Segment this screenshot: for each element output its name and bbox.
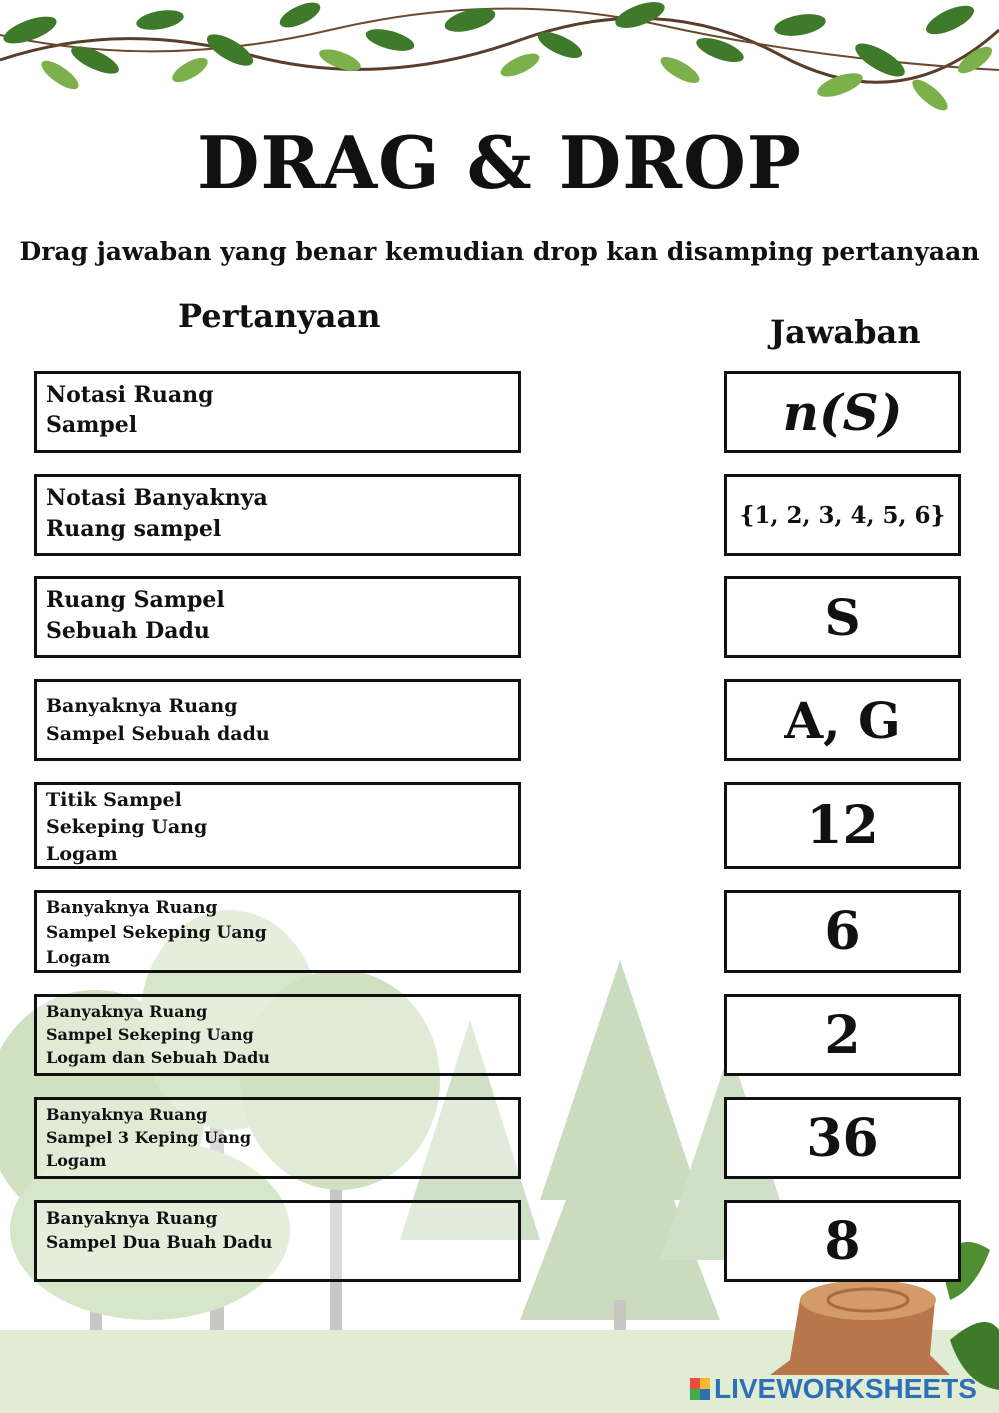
answer-tile-5[interactable] <box>724 782 961 869</box>
question-line: Logam dan Sebuah Dadu <box>46 1048 270 1067</box>
question-line: Logam <box>46 948 111 968</box>
answer-text: A, G <box>784 690 901 750</box>
question-box-2[interactable] <box>34 474 521 556</box>
question-box-6[interactable] <box>34 890 521 973</box>
question-line: Banyaknya Ruang <box>46 695 238 717</box>
questions-header: Pertanyaan <box>178 297 381 335</box>
answer-tile-8[interactable] <box>724 1097 961 1179</box>
question-box-5[interactable] <box>34 782 521 869</box>
question-box-7[interactable] <box>34 994 521 1076</box>
liveworksheets-logo[interactable] <box>690 1374 977 1404</box>
question-line: Logam <box>46 843 118 865</box>
answer-text: 2 <box>824 1004 861 1066</box>
liveworksheets-mark-icon <box>690 1378 710 1400</box>
question-line: Sebuah Dadu <box>46 618 210 644</box>
answer-tile-1[interactable] <box>724 371 961 453</box>
answer-text: S <box>824 587 861 647</box>
question-line: Titik Sampel <box>46 789 182 811</box>
question-box-1[interactable] <box>34 371 521 453</box>
answer-tile-4[interactable] <box>724 679 961 761</box>
page-title: DRAG & DROP <box>197 120 802 205</box>
question-box-4[interactable] <box>34 679 521 761</box>
answer-text: {1, 2, 3, 4, 5, 6} <box>739 501 946 529</box>
answer-text: 36 <box>806 1107 879 1169</box>
answer-text: 6 <box>824 901 861 962</box>
question-line: Ruang Sampel <box>46 587 225 613</box>
question-line: Ruang sampel <box>46 516 222 542</box>
answer-text: n(S) <box>782 382 903 442</box>
question-line: Notasi Ruang <box>46 382 214 408</box>
answer-tile-7[interactable] <box>724 994 961 1076</box>
question-line: Banyaknya Ruang <box>46 898 218 918</box>
question-line: Sampel <box>46 412 138 438</box>
answer-tile-3[interactable] <box>724 576 961 658</box>
question-line: Sampel Sebuah dadu <box>46 723 270 745</box>
answer-tile-2[interactable] <box>724 474 961 556</box>
question-line: Logam <box>46 1151 107 1170</box>
question-line: Banyaknya Ruang <box>46 1209 218 1229</box>
question-line: Sampel Dua Buah Dadu <box>46 1233 273 1253</box>
answer-tile-6[interactable] <box>724 890 961 973</box>
question-line: Notasi Banyaknya <box>46 485 268 511</box>
question-line: Banyaknya Ruang <box>46 1105 208 1124</box>
answer-tile-9[interactable] <box>724 1200 961 1282</box>
question-box-8[interactable] <box>34 1097 521 1179</box>
question-line: Sampel Sekeping Uang <box>46 1025 254 1044</box>
answers-header: Jawaban <box>770 313 921 351</box>
question-box-3[interactable] <box>34 576 521 658</box>
question-line: Sekeping Uang <box>46 816 208 838</box>
question-box-9[interactable] <box>34 1200 521 1282</box>
question-line: Sampel 3 Keping Uang <box>46 1128 252 1147</box>
question-line: Sampel Sekeping Uang <box>46 923 267 943</box>
question-line: Banyaknya Ruang <box>46 1002 208 1021</box>
instruction-text: Drag jawaban yang benar kemudian drop kan disamping pertanyaan <box>19 237 980 266</box>
logo-text: LIVEWORKSHEETS <box>714 1373 977 1404</box>
answer-text: 8 <box>824 1210 861 1272</box>
answer-text: 12 <box>806 795 879 856</box>
